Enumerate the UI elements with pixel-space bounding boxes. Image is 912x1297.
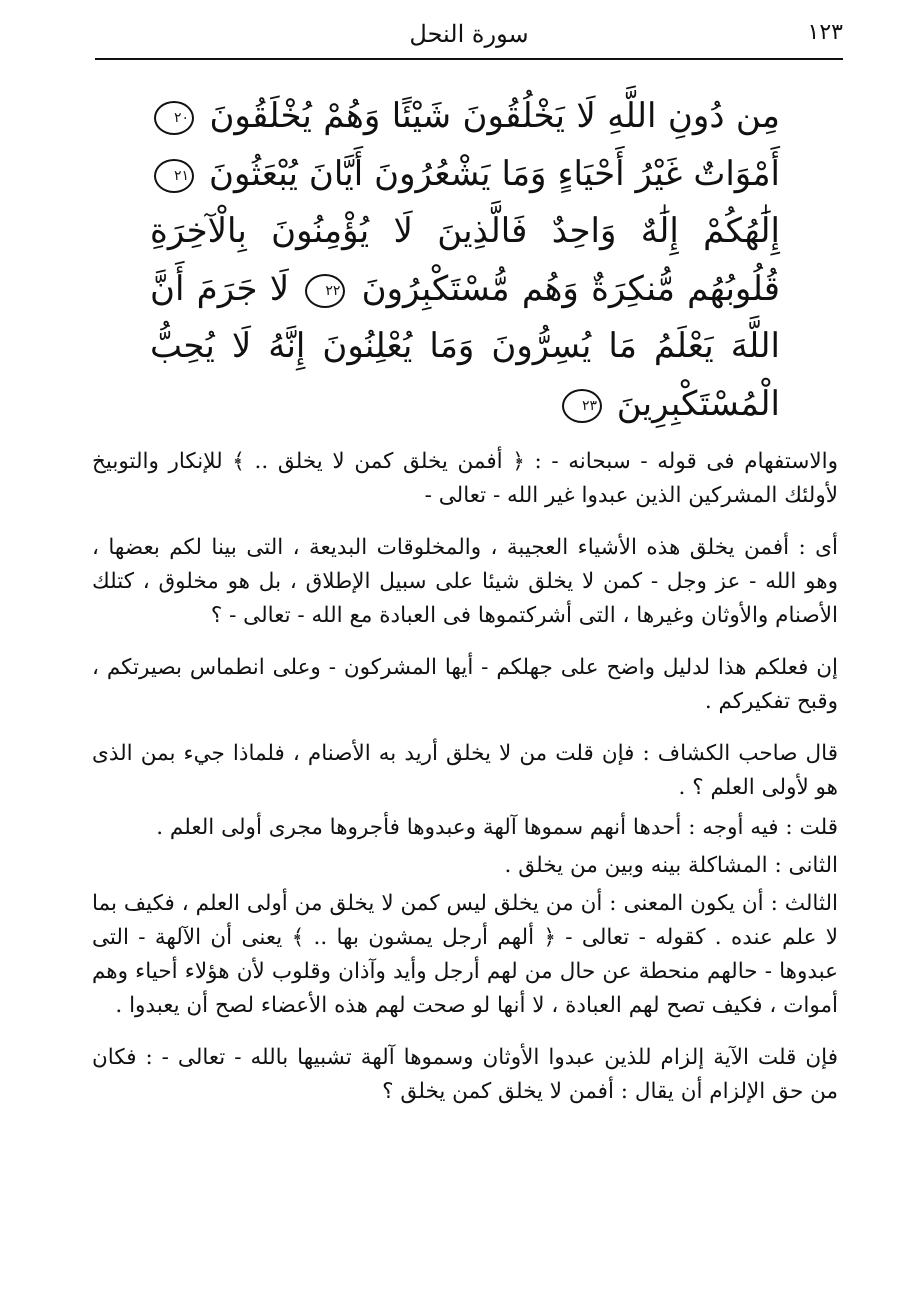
commentary-body	[92, 445, 838, 1109]
verse-text: إِلَٰهُكُمْ إِلَٰهٌ وَاحِدٌ فَالَّذِينَ لَا يُؤْمِنُونَ بِالْآخِرَةِ قُلُوبُهُم مُّنكِرَةٌ وَهُم مُّسْتَكْبِرُونَ	[150, 211, 781, 309]
commentary-paragraph: والاستفهام فى قوله - سبحانه - : ﴿ أفمن يخلق كمن لا يخلق .. ﴾ للإنكار والتوبيخ لأولئك المشركين الذين عبدوا غير الله - تعالى -	[92, 449, 838, 508]
verse-text: مِن دُونِ اللَّهِ لَا يَخْلُقُونَ شَيْئًا وَهُمْ يُخْلَقُونَ	[209, 96, 780, 136]
ayah-number-marker: ٢٢	[305, 274, 345, 308]
commentary-paragraph: الثالث : أن يكون المعنى : أن من يخلق ليس كمن لا يخلق من أولى العلم ، فكيف بما لا علم عنده . كقوله - تعالى - ﴿ ألهم أرجل يمشون بها .. ﴾ يعنى أن الآلهة - التى عبدوها - حالهم منحطة عن حال من لهم أرجل وأيد وآذان وقلوب لأن هؤلاء أحياء وهم أموات ، فكيف تصح لهم العبادة ، لا أنها لو صحت لهم هذه الأعضاء لصح أن يعبدوا .	[92, 891, 838, 1018]
verse-text: لَا جَرَمَ أَنَّ اللَّهَ يَعْلَمُ مَا يُسِرُّونَ وَمَا يُعْلِنُونَ إِنَّهُ لَا يُحِبُّ الْمُسْتَكْبِرِينَ	[150, 268, 780, 424]
ayah-number-marker: ٢٠	[154, 101, 194, 135]
commentary-paragraph: أى : أفمن يخلق هذه الأشياء العجيبة ، والمخلوقات البديعة ، التى بينا لكم بعضها ، وهو الله - عز وجل - كمن لا يخلق شيئا على سبيل الإطلاق ، بل هو مخلوق ، كتلك الأصنام والأوثان وغيرها ، التى أشركتموها فى العبادة مع الله - تعالى - ؟	[92, 535, 838, 628]
commentary-paragraph: إن فعلكم هذا لدليل واضح على جهلكم - أيها المشركون - وعلى انطماس بصيرتكم ، وقبح تفكيركم .	[92, 655, 838, 714]
commentary-paragraph: قلت : فيه أوجه : أحدها أنهم سموها آلهة وعبدوها فأجروها مجرى أولى العلم .	[156, 815, 838, 840]
commentary-paragraph: قال صاحب الكشاف : فإن قلت من لا يخلق أريد به الأصنام ، فلماذا جيء بمن الذى هو لأولى العلم ؟ .	[92, 741, 838, 800]
ayah-number-marker: ٢١	[154, 159, 194, 193]
page-number: ١٢٣	[807, 20, 843, 45]
verse-text: أَمْوَاتٌ غَيْرُ أَحْيَاءٍ وَمَا يَشْعُرُونَ أَيَّانَ يُبْعَثُونَ	[209, 153, 780, 194]
page-header	[95, 14, 843, 60]
quran-verses	[150, 88, 780, 433]
ayah-number-marker: ٢٣	[562, 389, 602, 423]
commentary-paragraph: الثانى : المشاكلة بينه وبين من يخلق .	[504, 853, 838, 878]
commentary-paragraph: فإن قلت الآية إلزام للذين عبدوا الأوثان وسموها آلهة تشبيها بالله - تعالى - : فكان من حق الإلزام أن يقال : أفمن لا يخلق كمن يخلق ؟	[92, 1045, 838, 1104]
surah-title: سورة النحل	[409, 20, 529, 48]
